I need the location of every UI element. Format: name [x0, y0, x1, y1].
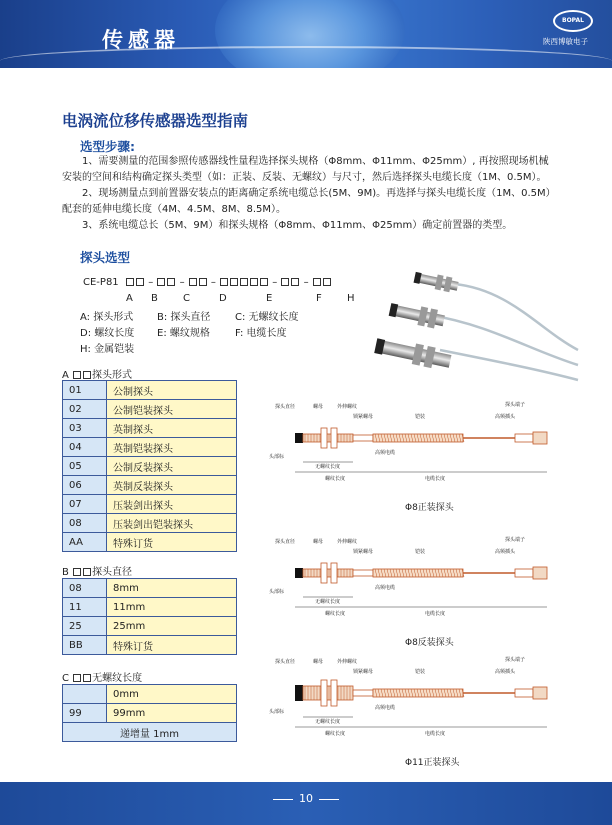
- table-row: 03 英制探头: [63, 419, 237, 438]
- table-row: 25 25mm: [63, 617, 237, 636]
- head-label: 头部标: [269, 709, 285, 715]
- tip-label: 探头直径: [275, 659, 296, 665]
- code-letter-e: E: [266, 293, 273, 304]
- tab-label: 探头端子: [505, 537, 526, 543]
- code-letter-a: A: [126, 293, 133, 304]
- header-wave: [0, 46, 612, 68]
- cable-label: 高频电缆: [375, 450, 396, 456]
- probe-drawing-2: [265, 535, 565, 630]
- table-row: 02 公制铠装探头: [63, 400, 237, 419]
- armor-label: 铠装: [415, 669, 426, 675]
- tab-label: 探头端子: [505, 402, 526, 408]
- table-b-caption: B 探头直径: [62, 567, 133, 578]
- table-row: 06 英制反装探头: [63, 476, 237, 495]
- def-f: F: 电缆长度: [235, 328, 287, 339]
- def-h: H: 金属铠装: [80, 344, 135, 355]
- head-label: 头部标: [269, 454, 285, 460]
- armor-label: 铠装: [415, 549, 426, 555]
- spring-label: 外伸螺纹: [337, 404, 358, 410]
- tip-label: 探头直径: [275, 404, 296, 410]
- def-b: B: 探头直径: [157, 312, 211, 323]
- page-number: 10: [0, 792, 612, 805]
- model-code: CE-P81 – – – – –: [83, 277, 332, 288]
- table-row: 99 99mm: [63, 704, 237, 723]
- tab-label: 探头端子: [505, 657, 526, 663]
- code-letter-b: B: [151, 293, 158, 304]
- connector-label: 高频插头: [495, 549, 516, 555]
- cable-length-label: 电缆长度: [425, 731, 446, 737]
- thread-length-label: 螺纹长度: [325, 611, 346, 617]
- table-row: 0mm: [63, 685, 237, 704]
- table-row: AA 特殊订货: [63, 533, 237, 552]
- def-e: E: 螺纹规格: [157, 328, 210, 339]
- head-label: 头部标: [269, 589, 285, 595]
- def-c: C: 无螺纹长度: [235, 312, 299, 323]
- hex-nut-label: 锁紧螺母: [353, 414, 374, 420]
- probe-selection-heading: 探头选型: [80, 250, 131, 265]
- tip-label: 探头直径: [275, 539, 296, 545]
- table-row: 11 11mm: [63, 598, 237, 617]
- company-name: 陕西博敏电子: [543, 37, 588, 46]
- def-d: D: 螺纹长度: [80, 328, 135, 339]
- table-row: 05 公制反装探头: [63, 457, 237, 476]
- thread-length-label: 螺纹长度: [325, 731, 346, 737]
- cable-label: 高频电缆: [375, 705, 396, 711]
- probe-drawing-1: [265, 400, 565, 495]
- step-1: 1、需要测量的范围参照传感器线性量程选择探头规格（Φ8mm、Φ11mm、Φ25mm）, 再按照现场机械安装的空间和结构确定探头类型（如：正装、反装、无螺纹）与尺寸，然后选择探头电缆长度（1M、0.5M）。: [62, 156, 549, 183]
- armor-label: 铠装: [415, 414, 426, 420]
- table-c-caption: C 无螺纹长度: [62, 673, 143, 684]
- selection-steps-heading: 选型步骤:: [80, 139, 135, 154]
- step-3: 3、系统电缆总长（5M、9M）和探头规格（Φ8mm、Φ11mm、Φ25mm）确定前置器的类型。: [82, 220, 513, 231]
- increment-note: 递增量 1mm: [63, 723, 237, 742]
- table-c: [62, 684, 237, 742]
- connector-label: 高频插头: [495, 414, 516, 420]
- company-logo: BOPAL: [553, 10, 593, 32]
- hex-nut-label: 锁紧螺母: [353, 669, 374, 675]
- table-a-caption: A 探头形式: [62, 370, 133, 381]
- cable-label: 高频电缆: [375, 585, 396, 591]
- cable-length-label: 电缆长度: [425, 476, 446, 482]
- section-title: 传感器: [102, 28, 180, 52]
- code-letter-h: H: [347, 293, 355, 304]
- probe-photo: [370, 270, 580, 390]
- table-b: [62, 578, 237, 655]
- model-prefix: CE-P81: [83, 277, 119, 288]
- table-row: 01 公制探头: [63, 381, 237, 400]
- table-row: [63, 723, 237, 742]
- page-header: [0, 0, 612, 68]
- table-row: 08 压装剑出铠装探头: [63, 514, 237, 533]
- table-a: [62, 380, 237, 552]
- plain-length-label: 无螺纹长度: [315, 599, 341, 605]
- drawing-caption-1: Φ8正装探头: [405, 503, 454, 513]
- table-row: 07 压装剑出探头: [63, 495, 237, 514]
- washer-label: 螺母: [313, 659, 324, 665]
- spring-label: 外伸螺纹: [337, 659, 358, 665]
- page-title: 电涡流位移传感器选型指南: [62, 112, 249, 130]
- step-2: 2、现场测量点到前置器安装点的距离确定系统电缆总长(5M、9M)。再选择与探头电缆长度（1M、0.5M）配套的延伸电缆长度（4M、4.5M、8M、8.5M）。: [62, 188, 556, 215]
- drawing-caption-3: Φ11正装探头: [405, 758, 460, 768]
- hex-nut-label: 锁紧螺母: [353, 549, 374, 555]
- def-a: A: 探头形式: [80, 312, 134, 323]
- code-letter-f: F: [316, 293, 322, 304]
- table-row: 08 8mm: [63, 579, 237, 598]
- plain-length-label: 无螺纹长度: [315, 464, 341, 470]
- plain-length-label: 无螺纹长度: [315, 719, 341, 725]
- table-row: 04 英制铠装探头: [63, 438, 237, 457]
- connector-label: 高频插头: [495, 669, 516, 675]
- washer-label: 螺母: [313, 539, 324, 545]
- washer-label: 螺母: [313, 404, 324, 410]
- drawing-caption-2: Φ8反装探头: [405, 638, 454, 648]
- code-letter-c: C: [183, 293, 190, 304]
- spring-label: 外伸螺纹: [337, 539, 358, 545]
- thread-length-label: 螺纹长度: [325, 476, 346, 482]
- code-letter-d: D: [219, 293, 227, 304]
- cable-length-label: 电缆长度: [425, 611, 446, 617]
- probe-drawing-3: [265, 655, 565, 750]
- table-row: BB 特殊订货: [63, 636, 237, 655]
